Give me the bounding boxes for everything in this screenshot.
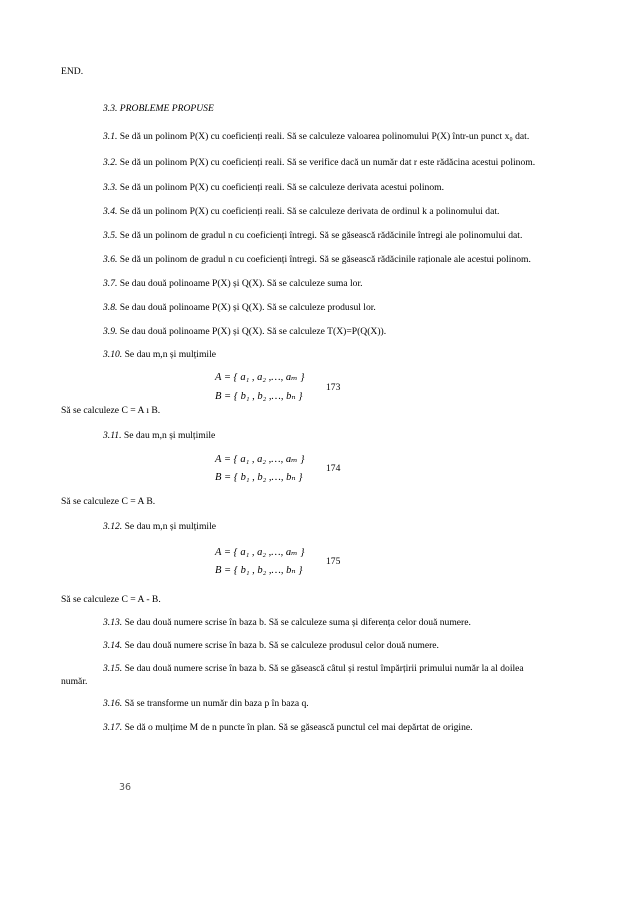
problem-3-4 [103,206,499,218]
problem-3-13 [103,617,471,629]
problem-3-2 [103,157,535,169]
set-a-formula: A = { a₁ , a₂ ,…, aₘ } [215,547,305,558]
problem-3-12 [103,521,216,533]
problem-number: 3.4. [103,206,118,217]
problem-text: Se dau m,n și mulțimile [124,349,216,360]
problem-3-1 [103,131,529,143]
problem-number: 3.9. [103,326,118,337]
problem-3-10 [103,349,216,361]
equation-number: 173 [326,382,341,393]
set-b-formula: B = { b₁ , b₂ ,…, bₙ } [215,565,303,576]
problem-text: Se dau două numere scrise în baza b. Să se găsească câtul și restul împărțirii primului număr la al doilea [124,663,524,674]
problem-number: 3.10. [103,349,123,360]
equation-number: 175 [326,556,341,567]
compute-line: Să se calculeze C = A - B. [61,594,161,605]
problem-number: 3.5. [103,230,118,241]
problem-number: 3.7. [103,278,118,289]
problem-number: 3.8. [103,302,118,313]
problem-text: Să se transforme un număr din baza p în baza q. [124,698,309,709]
set-a-formula: A = { a₁ , a₂ ,…, aₘ } [215,372,305,383]
problem-number: 3.1. [103,131,118,142]
problem-text: Se dau m,n și mulțimile [124,521,216,532]
problem-text: Se dau două polinoame P(X) și Q(X). Să se calculeze produsul lor. [119,302,376,313]
problem-text: Se dau două polinoame P(X) și Q(X). Să se calculeze suma lor. [119,278,363,289]
problem-number: 3.11. [103,430,122,441]
problem-number: 3.13. [103,617,123,628]
problem-text: Se dă un polinom P(X) cu coeficienți reali. Să se calculeze derivata acestui polinom. [119,182,445,193]
problem-3-17 [103,722,473,734]
continuation-text: număr. [61,676,88,687]
problem-number: 3.12. [103,521,123,532]
problem-text: Se dau două numere scrise în baza b. Să se calculeze suma și diferența celor două numere. [124,617,471,628]
problem-text: Se dă un polinom de gradul n cu coeficienți întregi. Să se găsească rădăcinile întregi ale polinomului dat. [119,230,523,241]
problem-3-11 [103,430,215,442]
problem-3-3 [103,182,444,194]
problem-3-6 [103,254,531,266]
problem-text: Se dă un polinom P(X) cu coeficienți reali. Să se calculeze valoarea polinomului P(X) într-un punct x₀ dat. [119,131,530,142]
compute-line: Să se calculeze C = A ı B. [61,405,161,416]
problem-number: 3.6. [103,254,118,265]
problem-number: 3.17. [103,722,123,733]
problem-3-7 [103,278,363,290]
problem-number: 3.3. [103,182,118,193]
problem-text: Se dă o mulțime M de n puncte în plan. Să se găsească punctul cel mai depărtat de origine. [124,722,473,733]
problem-text: Se dau două numere scrise în baza b. Să se calculeze produsul celor două numere. [124,640,439,651]
problem-number: 3.16. [103,698,123,709]
set-a-formula: A = { a₁ , a₂ ,…, aₘ } [215,454,305,465]
problem-number: 3.15. [103,663,123,674]
problem-text: Se dă un polinom P(X) cu coeficienți reali. Să se verifice dacă un număr dat r este rădăcina acestui polinom. [119,157,536,168]
problem-text: Se dau m,n și mulțimile [123,430,216,441]
problem-3-9 [103,326,386,338]
problem-number: 3.2. [103,157,118,168]
problem-3-15 [103,663,524,675]
problem-text: Se dă un polinom de gradul n cu coeficienți întregi. Să se găsească rădăcinile raționale ale acestui polinom. [119,254,531,265]
page-number: 36 [119,782,132,793]
compute-line: Să se calculeze C = A B. [61,496,156,507]
problem-3-14 [103,640,439,652]
problem-3-8 [103,302,376,314]
problem-text: Se dă un polinom P(X) cu coeficienți reali. Să se calculeze derivata de ordinul k a polinomului dat. [119,206,500,217]
problem-3-5 [103,230,522,242]
equation-number: 174 [326,463,341,474]
section-heading: 3.3. PROBLEME PROPUSE [103,103,214,114]
problem-3-16 [103,698,309,710]
set-b-formula: B = { b₁ , b₂ ,…, bₙ } [215,391,303,402]
set-b-formula: B = { b₁ , b₂ ,…, bₙ } [215,472,303,483]
problem-text: Se dau două polinoame P(X) și Q(X). Să se calculeze T(X)=P(Q(X)). [119,326,387,337]
end-text: END. [61,66,84,77]
problem-number: 3.14. [103,640,123,651]
